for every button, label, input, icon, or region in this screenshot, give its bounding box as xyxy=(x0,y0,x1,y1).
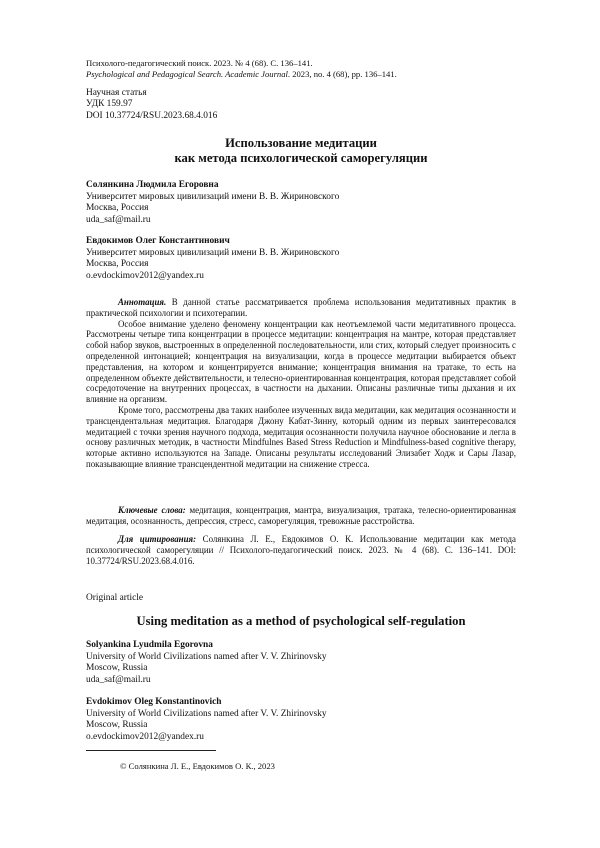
copyright-note: © Солянкина Л. Е., Евдокимов О. К., 2023 xyxy=(120,761,275,771)
abstract-paragraph-2: Особое внимание уделено феномену концентрации как неотъемлемой части медитативного процесса. Рассмотрены четыре типа концентрации в процессе медитации: концентрация на мантре, которая представляет собой набор звуков, выстроенных в определенной последовательности, или стих, который следует произносить с определенной интонацией; концентрация на визуализации, когда в процессе медитации выбирается объект представления, на котором и концентрируется внимание; концентрация внимания на тратаке, то есть на определенном объекте действительности, и телесно-ориентированная концентрация, которая представляет собой сосредоточение на внутренних процессах, в частности на дыхании. Описаны различные типы дыхания и их влияние на организм. xyxy=(86,318,516,405)
author-city: Москва, Россия xyxy=(86,203,149,214)
author-city: Moscow, Russia xyxy=(86,720,148,731)
author-affiliation: Университет мировых цивилизаций имени В. В. Жириновского xyxy=(86,247,340,258)
abstract-paragraph-3: Кроме того, рассмотрены два таких наиболее изученных вида медитации, как медитация осознанности и трансцендентальная медитация. Благодаря Джону Кабат-Зинну, который одним из первых заинтересовался медитацией с точки зрения научного подхода, медитация осознанности получила научное обоснование и легла в основу различных методик, в частности Mindfulnes Based Stress Reduction и Mindfulness-based cognitive therapy, которые активно используются на Западе. Описаны результаты исследований Элизабет Ходж и Сары Лазар, показывающие влияние трансцендентной медитации на снижение стресса. xyxy=(86,404,516,469)
original-article-label: Original article xyxy=(86,593,144,603)
abstract-p1-text: В данной статье рассматривается проблема использования медитативных практик в практической психологии и психотерапии. xyxy=(86,297,516,318)
author-email[interactable]: o.evdockimov2012@yandex.ru xyxy=(86,270,204,281)
keywords-section xyxy=(86,505,516,527)
journal-header xyxy=(86,58,516,79)
abstract-paragraph-1 xyxy=(86,297,516,319)
author-block-en-2 xyxy=(86,697,516,743)
author-name: Евдокимов Олег Константинович xyxy=(86,236,230,246)
author-email[interactable]: uda_saf@mail.ru xyxy=(86,674,151,685)
citation-label: Для цитирования: xyxy=(118,534,197,544)
author-affiliation: Университет мировых цивилизаций имени В. В. Жириновского xyxy=(86,191,340,202)
abstract-label: Аннотация. xyxy=(118,297,167,307)
citation-section xyxy=(86,534,516,566)
author-email[interactable]: o.evdockimov2012@yandex.ru xyxy=(86,731,204,742)
title-ru-line2: как метода психологической саморегуляции xyxy=(174,151,428,166)
footnote-divider xyxy=(86,750,216,751)
abstract-section xyxy=(86,297,516,470)
author-block-ru-2 xyxy=(86,236,516,282)
journal-en-title: Psychological and Pedagogical Search. Academic Journal xyxy=(86,68,288,79)
title-ru-line1: Использование медитации xyxy=(225,136,377,150)
author-email[interactable]: uda_saf@mail.ru xyxy=(86,214,151,225)
author-city: Moscow, Russia xyxy=(86,663,148,674)
author-affiliation: University of World Civilizations named after V. V. Zhirinovsky xyxy=(86,708,327,719)
author-name: Солянкина Людмила Егоровна xyxy=(86,180,219,190)
author-block-ru-1 xyxy=(86,180,516,226)
author-city: Москва, Россия xyxy=(86,259,149,270)
author-name: Solyankina Lyudmila Egorovna xyxy=(86,640,213,650)
author-block-en-1 xyxy=(86,640,516,686)
author-name: Evdokimov Oleg Konstantinovich xyxy=(86,697,222,707)
citation-paragraph xyxy=(86,534,516,566)
udc-code: УДК 159.97 xyxy=(86,99,133,110)
journal-en-line xyxy=(86,69,516,80)
journal-ru-line: Психолого-педагогический поиск. 2023. № 4 (68). С. 136–141. xyxy=(86,58,313,68)
keywords-label: Ключевые слова: xyxy=(118,505,186,515)
page-title-ru xyxy=(86,136,516,166)
doi-link[interactable]: DOI 10.37724/RSU.2023.68.4.016 xyxy=(86,110,218,121)
author-affiliation: University of World Civilizations named after V. V. Zhirinovsky xyxy=(86,651,327,662)
citation-text: Солянкина Л. Е., Евдокимов О. К. Использование медитации как метода психологической саморегуляции // Психолого-педагогический поиск. 2023. № 4 (68). С. 136–141. DOI: 10.37724/RSU.2023.68.4.016. xyxy=(86,534,516,566)
page-title-en: Using meditation as a method of psychological self-regulation xyxy=(136,614,466,628)
journal-en-rest: . 2023, no. 4 (68), pp. 136–141. xyxy=(287,68,397,79)
keywords-text: медитация, концентрация, мантра, визуализация, тратака, телесно-ориентированная медитация, осознанность, депрессия, стресс, саморегуляция, тревожные расстройства. xyxy=(86,505,516,526)
keywords-paragraph xyxy=(86,505,516,527)
article-type: Научная статья xyxy=(86,88,147,98)
article-meta xyxy=(86,88,516,122)
